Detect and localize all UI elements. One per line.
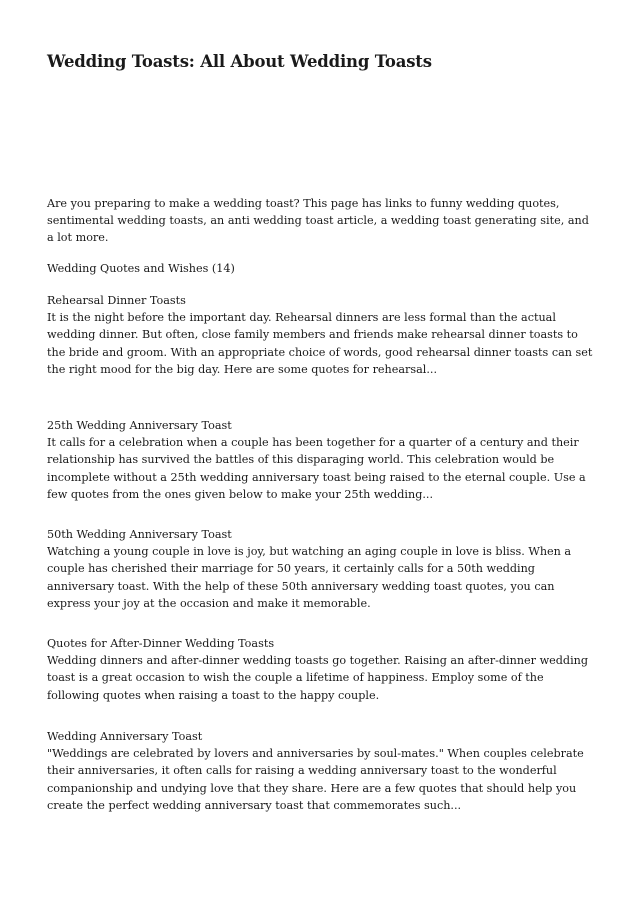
section-label-text: Wedding Quotes and Wishes (14) bbox=[47, 262, 235, 275]
article-body: Wedding dinners and after-dinner wedding toasts go together. Raising an after-dinner wedding toast is a great occasion to wish the couple a lifetime of happiness. Employ some of the following quotes when raising a toast to the happy couple. bbox=[47, 654, 589, 702]
article-body: It calls for a celebration when a couple has been together for a quarter of a century and their relationship has survived the battles of this disparaging world. This celebration would be incomplete without a 25th wedding anniversary toast being raised to the eternal couple. Use a few quotes from the ones given below to make your 25th wedding... bbox=[47, 436, 586, 501]
article-heading: Rehearsal Dinner Toasts bbox=[47, 294, 186, 307]
article-body: It is the night before the important day. Rehearsal dinners are less formal than the actual wedding dinner. But often, close family members and friends make rehearsal dinner toasts to the bride and groom. With an appropriate choice of words, good rehearsal dinner toasts can set the right mood for the big day. Here are some quotes for rehearsal... bbox=[47, 311, 593, 376]
page-title: Wedding Toasts: All About Wedding Toasts bbox=[47, 52, 432, 71]
article-50th-anniversary bbox=[47, 526, 595, 612]
article-heading: Quotes for After-Dinner Wedding Toasts bbox=[47, 637, 275, 650]
article-wedding-anniversary bbox=[47, 728, 595, 814]
intro-text: Are you preparing to make a wedding toast? This page has links to funny wedding quotes, sentimental wedding toasts, an anti wedding toast article, a wedding toast generating site, and a lot more. bbox=[47, 197, 589, 245]
article-after-dinner bbox=[47, 635, 595, 704]
article-body: Watching a young couple in love is joy, but watching an aging couple in love is bliss. When a couple has cherished their marriage for 50 years, it certainly calls for a 50th wedding anniversary toast. With the help of these 50th anniversary wedding toast quotes, you can express your joy at the occasion and make it memorable. bbox=[47, 545, 572, 610]
article-rehearsal-dinner bbox=[47, 292, 595, 378]
intro-paragraph bbox=[47, 195, 595, 247]
article-body: "Weddings are celebrated by lovers and anniversaries by soul-mates." When couples celebrate their anniversaries, it often calls for raising a wedding anniversary toast to the wonderful companionship and undying love that they share. Here are a few quotes that should help you create the perfect wedding anniversary toast that commemorates such... bbox=[47, 747, 584, 812]
article-heading: 50th Wedding Anniversary Toast bbox=[47, 528, 232, 541]
article-heading: 25th Wedding Anniversary Toast bbox=[47, 419, 232, 432]
article-25th-anniversary bbox=[47, 417, 595, 503]
section-label bbox=[47, 260, 595, 277]
article-heading: Wedding Anniversary Toast bbox=[47, 730, 203, 743]
